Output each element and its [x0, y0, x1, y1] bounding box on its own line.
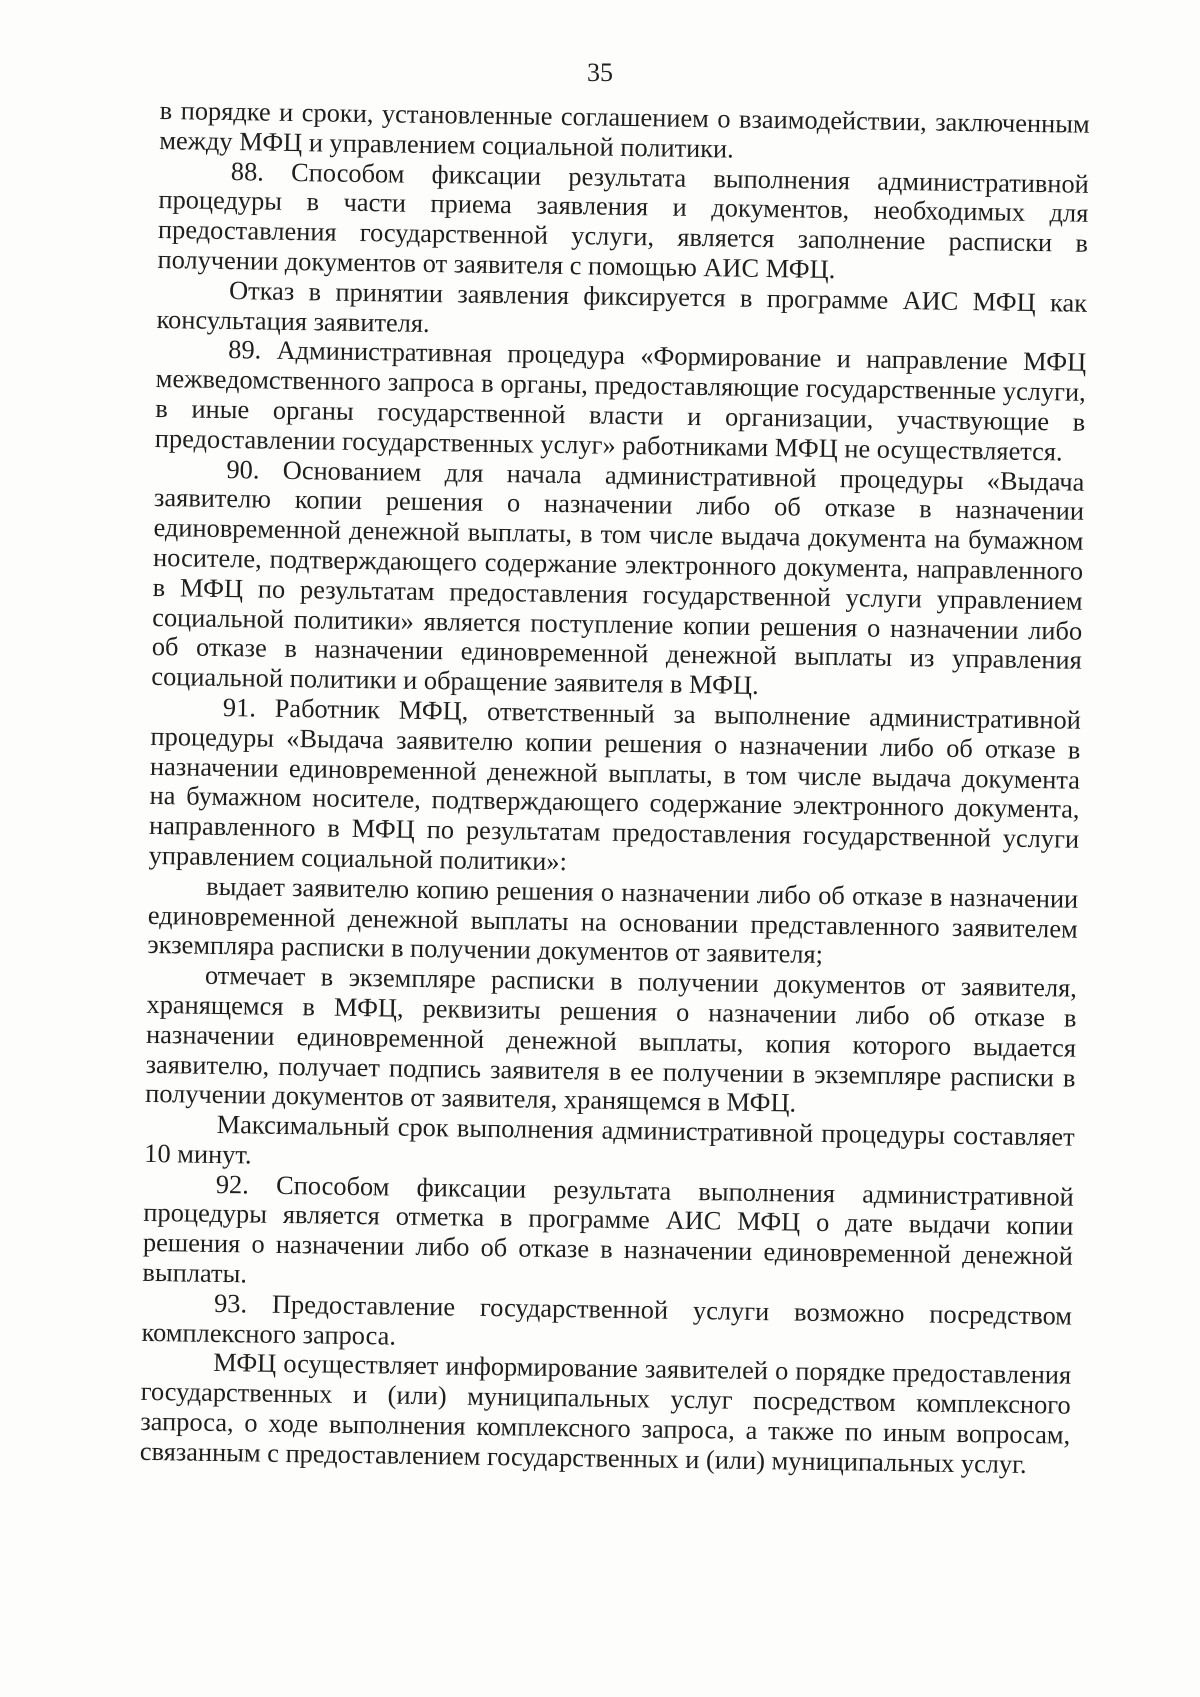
paragraph-93: 93. Предоставление государственной услуги возможно посредством комплексного запроса. [141, 1287, 1073, 1351]
paragraph-88-refusal: Отказ в принятии заявления фиксируется в программе АИС МФЦ как консультация заявителя. [156, 274, 1088, 338]
paragraph-continuation: в порядке и сроки, установленные соглашением о взаимодействии, заключенным между МФЦ и управлением социальной политики. [159, 95, 1090, 164]
page-number: 35 [587, 58, 613, 87]
paragraph-91: 91. Работник МФЦ, ответственный за выполнение административной процедуры «Выдача заявителю копии решения о назначении либо об отказе в назначении единовременной денежной выплаты, в том числе выдача документа на бумажном носителе, подтверждающего содержание электронного документа, направленного в МФЦ по результатам предоставления государственной услуги управлением социальной политики»: [148, 691, 1082, 877]
paragraph-91-item-2: отмечает в экземпляре расписки в получении документов от заявителя, хранящемся в МФЦ, реквизиты решения о назначении либо об отказе в назначении единовременной денежной выплаты, копия которого выдается заявителю, получает подпись заявителя в ее получении в экземпляре расписки в получении документов от заявителя, хранящемся в МФЦ. [144, 959, 1078, 1118]
paragraph-90: 90. Основанием для начала административной процедуры «Выдача заявителю копии решения о назначении либо об отказе в назначении единовременной денежной выплаты, в том числе выдача документа на бумажном носителе, подтверждающего содержание электронного документа, направленного в МФЦ по результатам предоставления государственной услуги управлением социальной политики» является поступление копии решения о назначении либо об отказе в назначении единовременной денежной выплаты из управления социальной политики и обращение заявителя в МФЦ. [151, 453, 1085, 701]
paragraph-93-informing: МФЦ осуществляет информирование заявителей о порядке предоставления государственных и (или) муниципальных услуг посредством комплексного запроса, о ходе выполнения комплексного запроса, а также по иным вопросам, связанным с предоставлением государственных и (или) муниципальных услуг. [139, 1347, 1072, 1479]
paragraph-91-item-1: выдает заявителю копию решения о назначении либо об отказе в назначении единовременной денежной выплаты на основании представленного заявителем экземпляра расписки в получении документов от заявителя; [147, 870, 1079, 970]
paragraph-89: 89. Административная процедура «Формирование и направление МФЦ межведомственного запроса в органы, предоставляющие государственные услуги, в иные органы государственной власти и организации, участвующие в предоставлении государственных услуг» работниками МФЦ не осуществляется. [154, 334, 1087, 467]
paragraph-max-time: Максимальный срок выполнения административной процедуры составляет 10 минут. [144, 1109, 1075, 1170]
document-body [140, 96, 1090, 1480]
paragraph-92: 92. Способом фиксации результата выполнения административной процедуры является отметка в программе АИС МФЦ о дате выдачи копии решения о назначении либо об отказе в назначении единовременной денежной выплаты. [142, 1168, 1074, 1289]
paragraph-88: 88. Способом фиксации результата выполнения административной процедуры в части приема заявления и документов, необходимых для предоставления государственной услуги, является заполнение расписки в получении документов от заявителя с помощью АИС МФЦ. [157, 155, 1090, 285]
